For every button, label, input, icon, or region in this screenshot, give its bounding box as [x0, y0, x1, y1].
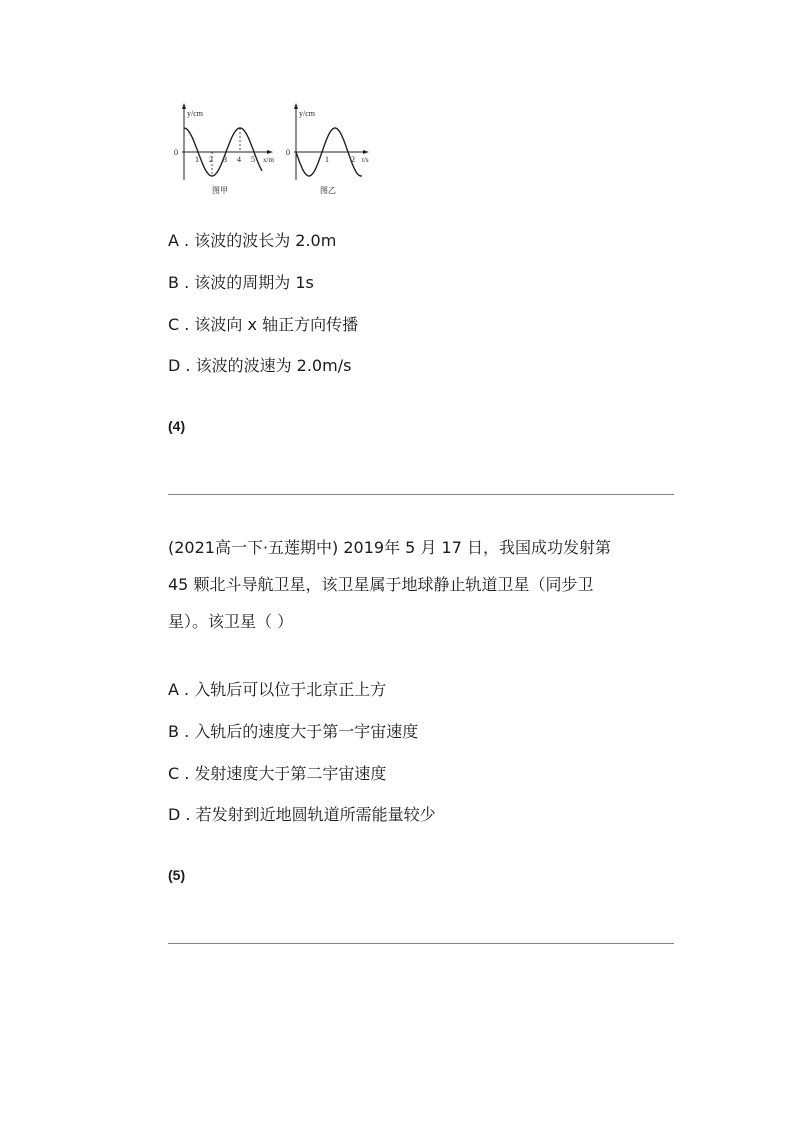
- q3-option-a: A . 该波的波长为 2.0m: [168, 231, 337, 250]
- question-number-5: (5): [168, 867, 186, 883]
- left-origin-label: 0: [174, 148, 178, 157]
- left-tick-4: 4: [237, 155, 241, 164]
- right-wave-graph: [286, 103, 369, 195]
- right-tick-2: 2: [351, 155, 355, 164]
- wave-figure: [168, 100, 388, 200]
- q4-option-d: D . 若发射到近地圆轨道所需能量较少: [168, 805, 436, 824]
- question-number-4: (4): [168, 418, 186, 434]
- divider: [168, 494, 674, 495]
- left-tick-1: 1: [195, 155, 199, 164]
- q3-option-c: C . 该波向 x 轴正方向传播: [168, 315, 359, 334]
- left-tick-3: 3: [223, 155, 227, 164]
- q4-stem-line-1: (2021高一下·五莲期中) 2019年 5 月 17 日，我国成功发射第: [168, 538, 611, 557]
- q4-option-b: B . 入轨后的速度大于第一宇宙速度: [168, 722, 419, 741]
- q4-stem-line-2: 45 颗北斗导航卫星，该卫星属于地球静止轨道卫星（同步卫: [168, 575, 594, 594]
- left-wave-graph: [174, 103, 274, 195]
- left-tick-2: 2: [209, 155, 213, 164]
- right-tick-1: 1: [325, 155, 329, 164]
- right-y-label: y/cm: [299, 109, 315, 118]
- left-y-label: y/cm: [187, 109, 203, 118]
- q4-option-c: C . 发射速度大于第二宇宙速度: [168, 764, 387, 783]
- right-x-label: t/s: [362, 156, 369, 164]
- left-tick-5: 5: [251, 155, 255, 164]
- wave-graphs-svg: [168, 100, 388, 200]
- left-caption: 图甲: [212, 186, 228, 195]
- q4-stem: [168, 529, 678, 640]
- right-caption: 图乙: [320, 186, 336, 195]
- q3-option-b: B . 该波的周期为 1s: [168, 273, 314, 292]
- q4-option-a: A . 入轨后可以位于北京正上方: [168, 680, 387, 699]
- right-origin-label: 0: [286, 148, 290, 157]
- q3-option-d: D . 该波的波速为 2.0m/s: [168, 356, 352, 375]
- q4-stem-line-3: 星）。该卫星（ ）: [168, 612, 294, 631]
- left-x-label: x/m: [263, 156, 274, 164]
- divider: [168, 943, 674, 944]
